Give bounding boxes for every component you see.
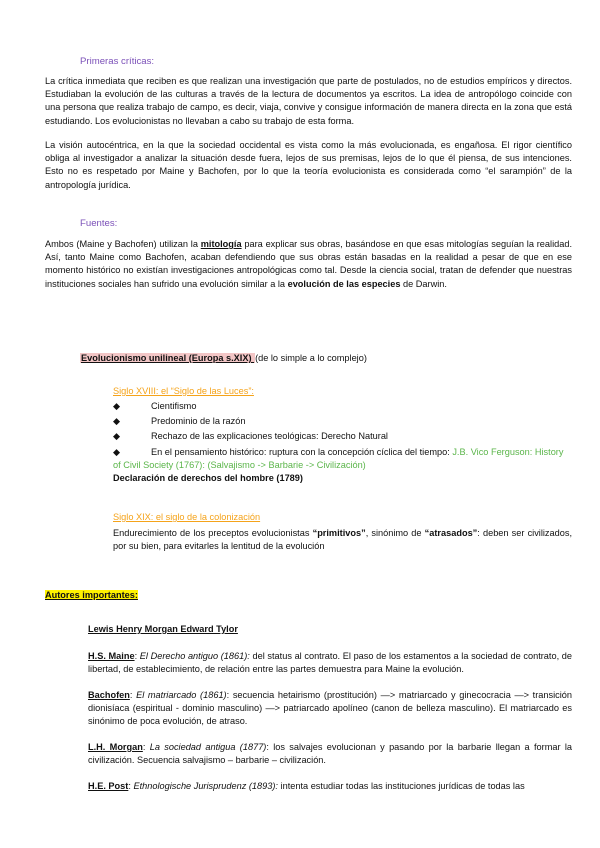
declaracion-year: (1789): [273, 473, 303, 483]
bullet-item: [113, 446, 572, 472]
post-name: H.E. Post: [88, 781, 129, 791]
maine-entry: H.S. Maine: El Derecho antiguo (1861): del status al contrato. El paso de los estamentos a la sociedad de contrato, de libertad, de establecimiento, de relación entre las partes demuestra para Maine la evolución.: [88, 651, 572, 675]
primeras-criticas-heading: Primeras críticas:: [80, 56, 155, 67]
fuentes-text-start: Ambos (Maine y Bachofen) utilizan la: [45, 239, 201, 249]
bullet-text: Predominio de la razón: [151, 416, 246, 426]
morgan-name: L.H. Morgan: [88, 742, 143, 752]
post-text: intenta estudiar todas las instituciones jurídicas de todas las: [278, 781, 525, 791]
diamond-bullet-icon: ◆: [113, 401, 121, 411]
bachofen-text: : secuencia hetairismo (prostitución) —> matriarcado y ginecocracia —> transición dionisíaca (espiritual - dominio masculino) —> patriarcado apolíneo (canon de belleza masculino). El matriarcado es sinónimo de poca evolución, de atraso.: [88, 690, 572, 727]
evolucionismo-title: Evolucionismo unilineal (Europa s.XIX): [81, 353, 255, 363]
diamond-bullet-icon: ◆: [113, 431, 121, 441]
post-entry: H.E. Post: Ethnologische Jurisprudenz (1893): intenta estudiar todas las instituciones jurídicas de todas las: [88, 781, 525, 791]
bullet-text: En el pensamiento histórico: ruptura con la concepción cíclica del tiempo:: [151, 447, 453, 457]
vico-ferguson-reference: J.B. Vico Ferguson: History of Civil Society (1767): (Salvajismo -> Barbarie -> Civilización): [113, 447, 564, 471]
fuentes-text-mid: para explicar sus obras, basándose en que esas mitologías seguían la realidad. Así, tanto Maine como Bachofen, acaban defendiendo que sus obras están basadas en la realidad a pesar de que en ese momento histórico no existían investigaciones antropológicas como tal. Desde la ciencia social, tratan de defender que nuestras instituciones sociales han sufrido una evolución similar a la: [45, 239, 572, 289]
atrasados-term: “atrasados”: [424, 528, 478, 538]
maine-work: El Derecho antiguo (1861):: [139, 651, 250, 661]
siglo-19-heading: Siglo XIX: el siglo de la colonización: [113, 512, 261, 522]
fuentes-text-end: de Darwin.: [400, 278, 447, 289]
fuentes-paragraph: [45, 238, 572, 291]
bullet-text: Rechazo de las explicaciones teológicas: Derecho Natural: [151, 431, 388, 441]
primitivos-term: “primitivos”: [312, 528, 366, 538]
morgan-entry: L.H. Morgan: La sociedad antigua (1877): los salvajes evolucionan y pasando por la barbarie llegan a formar la civilización. Secuencia salvajismo – barbarie – civilización.: [88, 742, 572, 766]
s19-text-c: : deben ser civilizados, por su bien, para evitarles la lentitud de la evolución: [113, 528, 573, 552]
diamond-bullet-icon: ◆: [113, 447, 121, 457]
bachofen-name: Bachofen: [88, 690, 130, 700]
criticas-paragraph-2: La visión autocéntrica, en la que la sociedad occidental es vista como la más evolucionada, es engañosa. El rigor científico obliga al investigador a analizar la situación desde fuera, lejos de sus premisas, lejos de lo que él piensa, de sus intenciones. Esto no es respetado por Maine y Bachofen, por lo que la teoría evolucionista es considerada como “el sarampión” de la antropología jurídica.: [45, 140, 572, 190]
declaracion-title: Declaración de derechos del hombre: [113, 473, 274, 483]
diamond-bullet-icon: ◆: [113, 416, 121, 426]
s19-text-b: , sinónimo de: [365, 528, 425, 538]
bachofen-entry: Bachofen: El matriarcado (1861): secuencia hetairismo (prostitución) —> matriarcado y ginecocracia —> transición dionisíaca (espiritual - dominio masculino) —> patriarcado apolíneo (canon de belleza masculino). El matriarcado es sinónimo de poca evolución, de atraso.: [88, 690, 572, 727]
maine-text: del status al contrato. El paso de los estamentos a la sociedad de contrato, de libertad, de establecimiento, de relación entre las partes demuestra para Maine la evolución.: [88, 651, 572, 675]
bullet-item: [113, 416, 245, 427]
morgan-work: La sociedad antigua (1877): [149, 742, 267, 752]
bullet-text: Cientifismo: [151, 401, 197, 411]
evolucion-term: evolución de las especies: [287, 278, 401, 289]
post-work: Ethnologische Jurisprudenz (1893):: [133, 781, 278, 791]
siglo-18-heading: Siglo XVIII: el “Siglo de las Luces”:: [113, 386, 254, 396]
mitologia-term: mitología: [200, 239, 242, 249]
s19-text-a: Endurecimiento de los preceptos evolucionistas: [113, 528, 313, 538]
maine-name: H.S. Maine: [88, 651, 135, 661]
siglo-19-paragraph: [113, 527, 572, 553]
declaracion-line: [113, 473, 303, 483]
morgan-text: : los salvajes evolucionan y pasando por la barbarie llegan a formar la civilización. Secuencia salvajismo – barbarie – civilización.: [88, 742, 572, 766]
bullet-item: [113, 431, 388, 442]
autores-heading: Autores importantes:: [45, 590, 138, 600]
bachofen-work: El matriarcado (1861): [136, 690, 227, 700]
criticas-paragraph-1: La crítica inmediata que reciben es que realizan una investigación que parte de postulados, no de estudios empíricos y directos. Estudiaban la evolución de las culturas a través de la lectura de documentos ya escritos. La idea de antropólogo coincide con una persona que realiza trabajo de campo, es decir, viaja, convive y consigue información de manera directa en la zona que está estudiando. Los evolucionistas no llevaban a cabo su trabajo de esta forma.: [45, 76, 572, 126]
evolucionismo-heading-line: [80, 353, 367, 363]
autores-names: Lewis Henry Morgan Edward Tylor: [88, 624, 238, 634]
evolucionismo-subtitle: (de lo simple a lo complejo): [255, 353, 367, 363]
bullet-item: [113, 401, 196, 412]
fuentes-heading: Fuentes:: [80, 218, 118, 229]
